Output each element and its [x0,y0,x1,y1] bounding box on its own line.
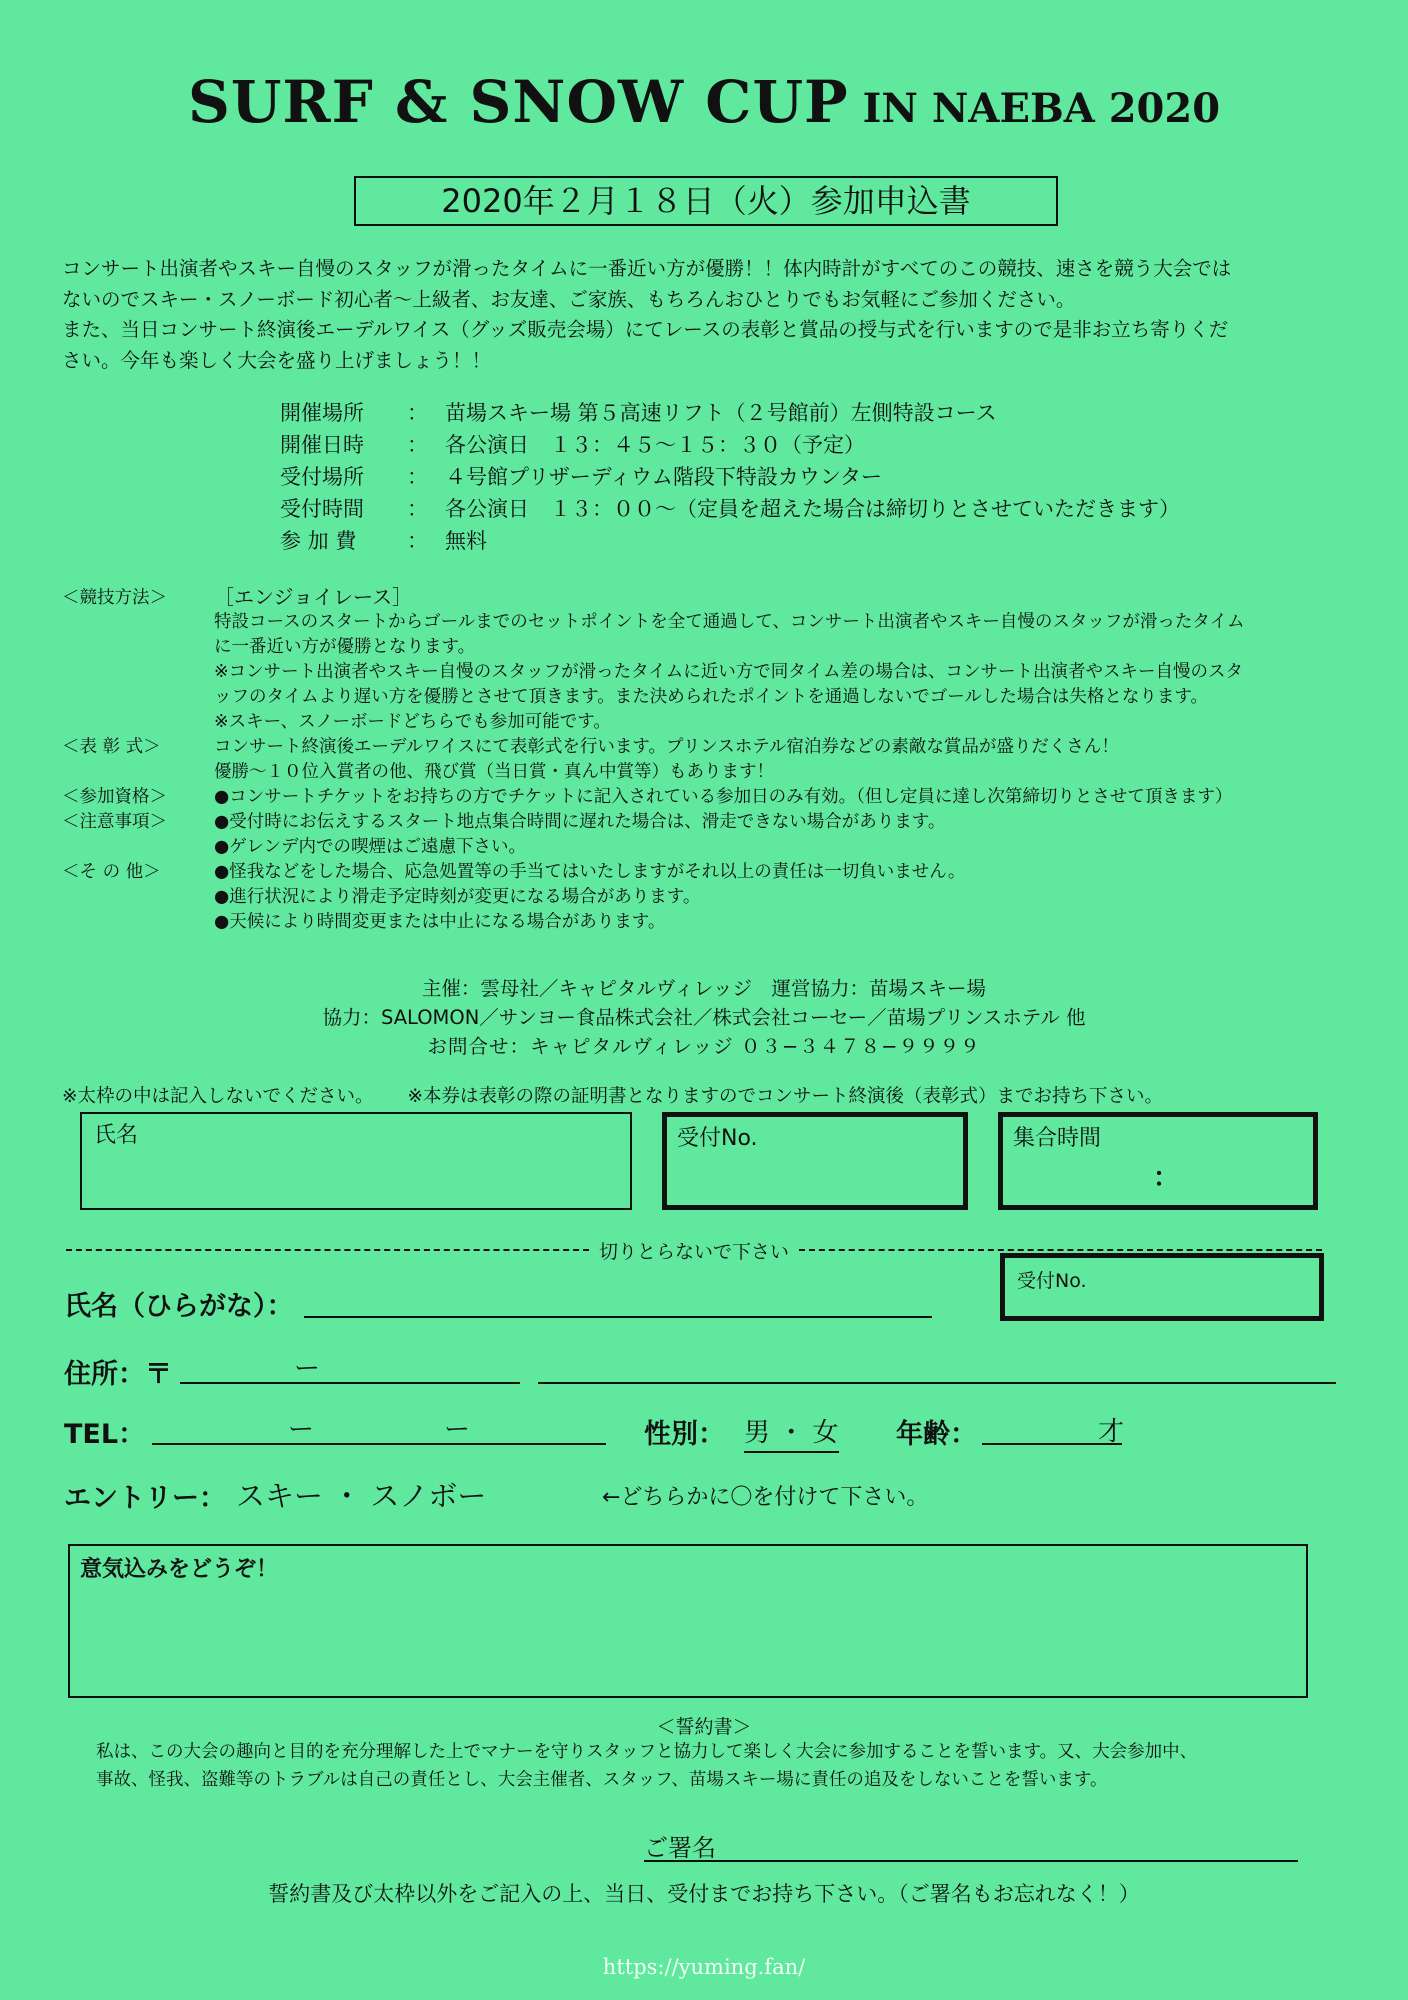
tel-label: TEL： [64,1419,146,1450]
signature-label: ご署名 [644,1834,716,1862]
info-row-date [280,430,865,461]
info-value: 各公演日 １３：００〜（定員を超えた場合は締切りとさせていただきます） [445,497,1180,521]
message-box[interactable] [68,1544,1308,1698]
other-line: ●怪我などをした場合、応急処置等の手当てはいたしますがそれ以上の責任は一切負いません。 [214,862,966,882]
cut-dash-left [66,1249,589,1251]
watermark: https://yuming.fan/ [602,1955,806,1979]
intro-line: また、当日コンサート終演後エーデルワイス（グッズ販売会場）にてレースの表彰と賞品の授与式を行いますので是非お立ち寄りくだ [62,318,1229,341]
gather-time-box [998,1112,1318,1210]
method-title: ［エンジョイレース］ [214,585,413,609]
address-label: 住所：〒 [64,1359,172,1390]
title-sub: IN NAEBA 2020 [862,85,1221,132]
cut-dash-right [799,1249,1322,1251]
pledge-text [96,1738,1326,1794]
caution-text [214,810,1344,860]
age-unit: 才 [1098,1417,1125,1447]
caution-line: ●ゲレンデ内での喫煙はご遠慮下さい。 [214,837,526,857]
tel-dash-1: ー [288,1415,315,1445]
method-line: に一番近い方が優勝となります。 [214,637,476,657]
gender-label: 性別： [644,1419,725,1450]
method-text [214,610,1344,735]
gender-options[interactable]: 男 ・ 女 [744,1412,839,1453]
postal-dash: ー [294,1354,321,1384]
info-value: 各公演日 １３：４５〜１５：３０（予定） [445,433,865,457]
pledge-line: 事故、怪我、盗難等のトラブルは自己の責任とし、大会主催者、スタッフ、苗場スキー場に責任の追及をしないことを誓います。 [96,1770,1108,1790]
name-box-label: 氏名 [94,1123,139,1148]
name-hiragana-label: 氏名（ひらがな）： [64,1291,294,1322]
info-value: ４号館プリザーディウム階段下特設カウンター [445,465,883,489]
other-line: ●進行状況により滑走予定時刻が変更になる場合があります。 [214,887,701,907]
info-colon: ： [407,529,428,553]
info-label: 受付場所 [280,465,364,489]
method-line: ※コンサート出演者やスキー自慢のスタッフが滑ったタイムに近い方で同タイム差の場合は、コンサート出演者やスキー自慢のスタ [214,662,1243,682]
method-line: 特設コースのスタートからゴールまでのセットポイントを全て通過して、コンサート出演者やスキー自慢のスタッフが滑ったタイム [214,612,1245,632]
qualification-text [214,785,1344,810]
title-main: SURF & SNOW CUP [187,68,849,136]
reception-number-box-lower [1000,1253,1324,1321]
reception-box-label: 受付No. [677,1126,758,1151]
section-label-caution: ＜注意事項＞ [62,812,167,832]
award-text [214,735,1344,785]
info-label: 開催場所 [280,401,364,425]
info-label: 参 加 費 [280,529,357,553]
info-row-reception-place [280,462,882,493]
address-field[interactable] [538,1352,1336,1384]
age-label: 年齢： [896,1419,977,1450]
method-line: ※スキー、スノーボードどちらでも参加可能です。 [214,712,611,732]
info-value: 無料 [445,529,487,553]
info-row-venue [280,398,997,429]
info-label: 開催日時 [280,433,364,457]
info-value: 苗場スキー場 第５高速リフト（２号館前）左側特設コース [445,401,997,425]
award-line: コンサート終演後エーデルワイスにて表彰式を行います。プリンスホテル宿泊券などの素敵な賞品が盛りだくさん！ [214,737,1119,757]
credit-contact: お問合せ：キャピタルヴィレッジ ０３−３４７８−９９９９ [427,1035,981,1058]
section-label-qualification: ＜参加資格＞ [62,787,167,807]
entry-options[interactable]: スキー ・ スノボー [236,1479,487,1513]
age-field[interactable] [982,1413,1125,1447]
pledge-title: ＜誓約書＞ [656,1716,752,1738]
cut-line-text: 切りとらないで下さい [599,1240,790,1263]
signature-field[interactable] [644,1830,1298,1862]
form-subtitle: 2020年２月１８日（火）参加申込書 [354,176,1058,226]
info-colon: ： [407,401,428,425]
intro-paragraph [62,254,1352,376]
caution-line: ●受付時にお伝えするスタート地点集合時間に遅れた場合は、滑走できない場合があります。 [214,812,946,832]
info-label: 受付時間 [280,497,364,521]
intro-line: さい。今年も楽しく大会を盛り上げましょう！！ [62,348,492,372]
entry-note: ←どちらかに〇を付けて下さい。 [602,1485,929,1510]
reception-number-box [662,1112,968,1210]
other-line: ●天候により時間変更または中止になる場合があります。 [214,912,666,932]
qualification-line: ●コンサートチケットをお持ちの方でチケットに記入されている参加日のみ有効。（但し定員に達し次第締切りとさせて頂きます） [214,787,1233,807]
section-label-method: ＜競技方法＞ [62,588,167,608]
section-label-award: ＜表 彰 式＞ [62,737,161,757]
info-colon: ： [407,497,428,521]
page-title [0,68,1408,136]
intro-line: ないのでスキー・スノーボード初心者〜上級者、お友達、ご家族、もちろんおひとりでもお気軽にご参加ください。 [62,287,1076,311]
intro-line: コンサート出演者やスキー自慢のスタッフが滑ったタイムに一番近い方が優勝！！体内時計がすべてのこの競技、速さを競う大会では [62,257,1232,280]
info-colon: ： [407,465,428,489]
entry-label: エントリー： [64,1483,226,1514]
note-right: ※本券は表彰の際の証明書となりますのでコンサート終演後（表彰式）までお持ち下さい。 [407,1086,1164,1107]
postal-code-field[interactable] [180,1352,520,1384]
gather-colon: ： [1153,1163,1180,1193]
info-row-fee [280,526,487,557]
pledge-line: 私は、この大会の趣向と目的を充分理解した上でマナーを守りスタッフと協力して楽しく大会に参加することを誓います。又、大会参加中、 [96,1742,1198,1762]
info-colon: ： [407,433,428,457]
tel-dash-2: ー [444,1415,471,1445]
method-line: ッフのタイムより遅い方を優勝とさせて頂きます。また決められたポイントを通過しないでゴールした場合は失格となります。 [214,687,1208,707]
credit-support: 協力：SALOMON／サンヨー食品株式会社／株式会社コーセー／苗場プリンスホテル 他 [322,1006,1086,1029]
tel-field[interactable] [152,1413,606,1445]
credit-host: 主催：雲母社／キャピタルヴィレッジ 運営協力：苗場スキー場 [421,977,987,1000]
gather-box-label: 集合時間 [1013,1126,1102,1151]
section-label-other: ＜そ の 他＞ [62,862,161,882]
form-notes [62,1082,1163,1108]
name-hiragana-field[interactable] [304,1286,932,1318]
other-text [214,860,1344,935]
message-box-label: 意気込みをどうぞ！ [80,1557,279,1582]
footer-note: 誓約書及び太枠以外をご記入の上、当日、受付までお持ち下さい。（ご署名もお忘れなく！） [268,1882,1140,1906]
info-row-reception-time [280,494,1180,525]
name-box[interactable] [80,1112,632,1210]
reception-box-lower-label: 受付No. [1017,1270,1087,1292]
award-line: 優勝〜１０位入賞者の他、飛び賞（当日賞・真ん中賞等）もあります！ [214,762,774,782]
note-left: ※太枠の中は記入しないでください。 [62,1086,374,1107]
